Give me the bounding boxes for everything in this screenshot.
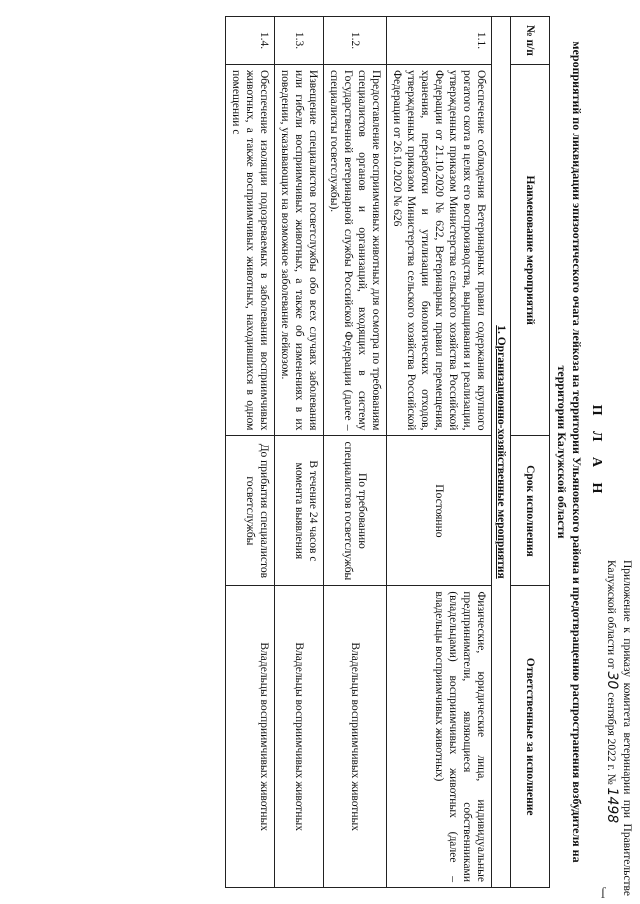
row-resp: Владельцы восприимчивых животных: [275, 586, 324, 888]
margin-mark: ſ: [600, 884, 606, 902]
section-row: [492, 17, 511, 888]
row-name: Обеспечение изоляции подозреваемых в заболевании восприимчивых животных, а также восприимчивых животных, находившихся в одном помещении с: [226, 64, 275, 436]
row-term: До прибытия специалистов госветслужбы: [226, 436, 275, 586]
table-header-row: [511, 17, 550, 888]
col-header-num: № п/п: [511, 17, 550, 65]
row-resp: Владельцы восприимчивых животных: [324, 586, 387, 888]
row-term: В течение 24 часов с момента выявления: [275, 436, 324, 586]
page-subtitle: мероприятий по ликвидации эпизоотического очага лейкоза на территории Ульяновского района и предотвращению распространения возбудителя на территории Калужской области: [555, 41, 584, 863]
row-name: Обеспечение соблюдения Ветеринарных правил содержания крупного рогатого скота в целях его воспроизводства, выращивания и реализации, утвержденных приказом Министерства сельского хозяйства Российской Федерации от 21.10.2020 № 622, Ветеринарных правил перемещения, хранения, переработки и утилизации биологических отходов, утвержденных приказом Министерства сельского хозяйства Российской Федерации от 26.10.2020 № 626: [387, 64, 492, 436]
table-row: [226, 17, 275, 888]
row-resp: Физические, юридические лица, индивидуальные предприниматели, являющиеся собственниками (владельцами) восприимчивых животных (далее – владельцы восприимчивых животных): [387, 586, 492, 888]
col-header-term: Срок исполнения: [511, 436, 550, 586]
row-name: Предоставление восприимчивых животных для осмотра по требованиям специалистов органов и организаций, входящих в систему Государственной ветеринарной службы Российской Федерации (далее – специалисты госветслужбы).: [324, 64, 387, 436]
appendix-text-2: сентября 2022 г. №: [605, 692, 617, 785]
order-number: 1498: [604, 787, 620, 824]
table-row: [387, 17, 492, 888]
section-title: 1. Организационно-хозяйственные мероприятия: [492, 17, 511, 888]
table-row: [275, 17, 324, 888]
row-num: 1.4.: [226, 17, 275, 65]
measures-table: [225, 16, 550, 888]
row-num: 1.2.: [324, 17, 387, 65]
row-name: Извещение специалистов госветслужбы обо всех случаях заболевания или гибели восприимчивых животных, а также об изменениях в их поведении, указывающих на возможное заболевание лейкозом.: [275, 64, 324, 436]
appendix-day: 30: [604, 671, 620, 690]
row-resp: Владельцы восприимчивых животных: [226, 586, 275, 888]
row-num: 1.3.: [275, 17, 324, 65]
col-header-resp: Ответственные за исполнение: [511, 586, 550, 888]
row-num: 1.1.: [387, 17, 492, 65]
appendix-note: [603, 560, 634, 896]
row-term: По требованию специалистов госветслужбы: [324, 436, 387, 586]
appendix-text: Приложение к приказу комитета ветеринарии при Правительстве Калужской области от: [605, 560, 633, 896]
page-title: П Л А Н: [589, 404, 604, 500]
col-header-name: Наименование мероприятий: [511, 64, 550, 436]
row-term: Постоянно: [387, 436, 492, 586]
table-row: [324, 17, 387, 888]
